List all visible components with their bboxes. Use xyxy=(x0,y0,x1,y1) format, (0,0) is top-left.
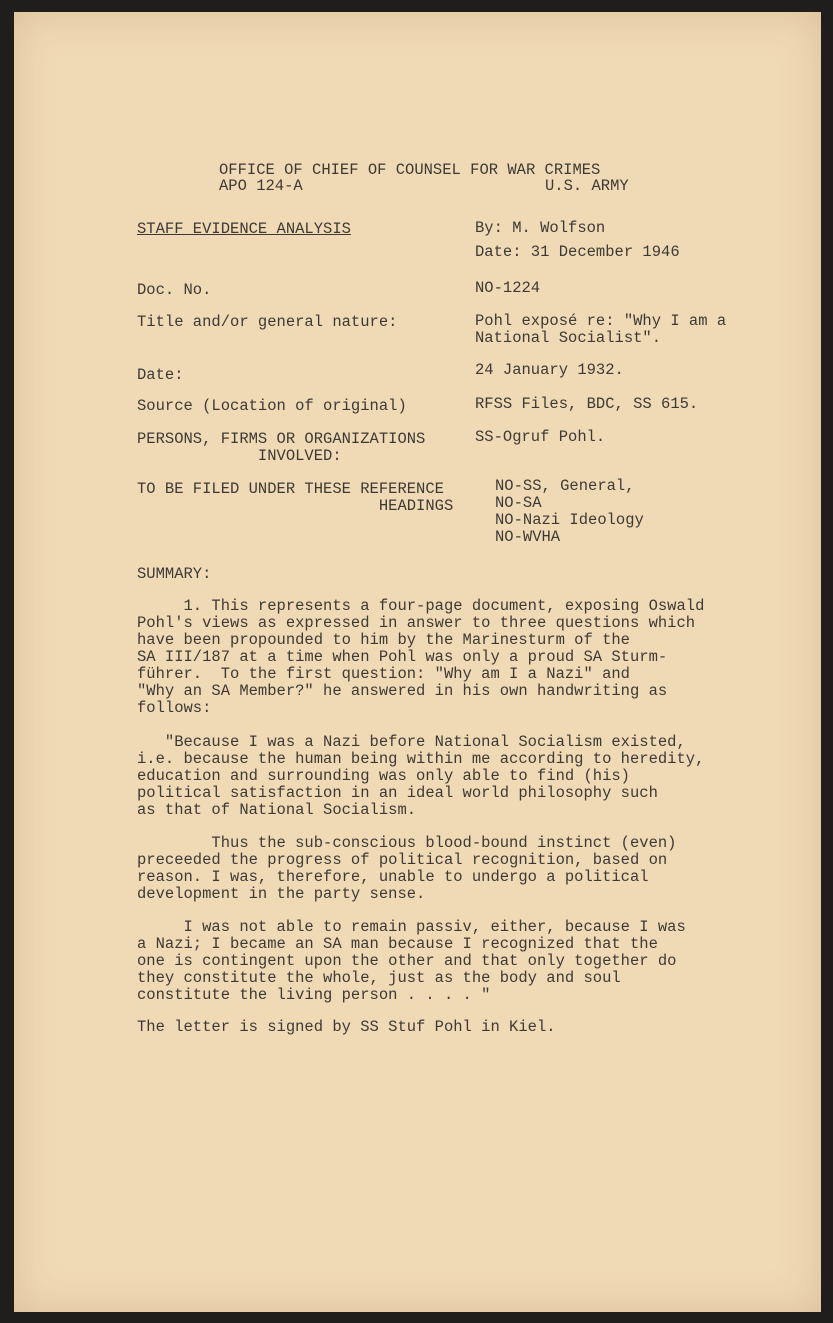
army-line: U.S. ARMY xyxy=(545,177,629,195)
analysis-title: STAFF EVIDENCE ANALYSIS xyxy=(137,220,351,238)
field-label-date: Date: xyxy=(137,366,184,384)
summary-paragraph-1: 1. This represents a four-page document, exposing Oswald Pohl's views as expressed in answer to three questions which have been propounded to him by the Marinesturm of the SA III/187 at a time when Pohl was only a proud SA Sturm- führer. To the first question: "Why am I a Nazi" and "Why an SA Member?" he answered in his own handwriting as follows: xyxy=(137,597,705,717)
document-body xyxy=(14,12,821,1312)
apo-line: APO 124-A xyxy=(219,177,303,195)
field-label-title: Title and/or general nature: xyxy=(137,313,398,331)
field-label-source: Source (Location of original) xyxy=(137,397,407,415)
field-value-source: RFSS Files, BDC, SS 615. xyxy=(475,395,699,413)
summary-heading: SUMMARY: xyxy=(137,565,212,583)
field-label-doc-no: Doc. No. xyxy=(137,281,212,299)
office-line: OFFICE OF CHIEF OF COUNSEL FOR WAR CRIMES xyxy=(219,161,601,179)
closing-line: The letter is signed by SS Stuf Pohl in Kiel. xyxy=(137,1018,556,1036)
analysis-date: Date: 31 December 1946 xyxy=(475,243,680,261)
summary-quote-paragraph-3: I was not able to remain passiv, either, because I was a Nazi; I became an SA man because I recognized that the one is contingent upon the other and that only together do they constitute the whole, just as the body and soul constitute the living person . . . . " xyxy=(137,918,686,1004)
field-label-reference: TO BE FILED UNDER THESE REFERENCE HEADINGS xyxy=(137,480,454,515)
field-value-date: 24 January 1932. xyxy=(475,361,624,379)
summary-quote-paragraph-1: "Because I was a Nazi before National Socialism existed, i.e. because the human being within me according to heredity, education and surrounding was only able to find (his) political satisfaction in an ideal world philosophy such as that of National Socialism. xyxy=(137,733,705,819)
field-value-persons: SS-Ogruf Pohl. xyxy=(475,428,606,446)
field-value-title: Pohl exposé re: "Why I am a National Socialist". xyxy=(475,312,727,347)
field-label-persons: PERSONS, FIRMS OR ORGANIZATIONS INVOLVED: xyxy=(137,430,426,465)
document-page xyxy=(14,12,821,1312)
analyst-name: By: M. Wolfson xyxy=(475,219,606,237)
field-value-doc-no: NO-1224 xyxy=(475,279,541,297)
field-value-reference: NO-SS, General, NO-SA NO-Nazi Ideology NO-WVHA xyxy=(495,477,644,546)
summary-quote-paragraph-2: Thus the sub-conscious blood-bound instinct (even) preceeded the progress of political recognition, based on reason. I was, therefore, unable to undergo a political development in the party sense. xyxy=(137,834,677,903)
